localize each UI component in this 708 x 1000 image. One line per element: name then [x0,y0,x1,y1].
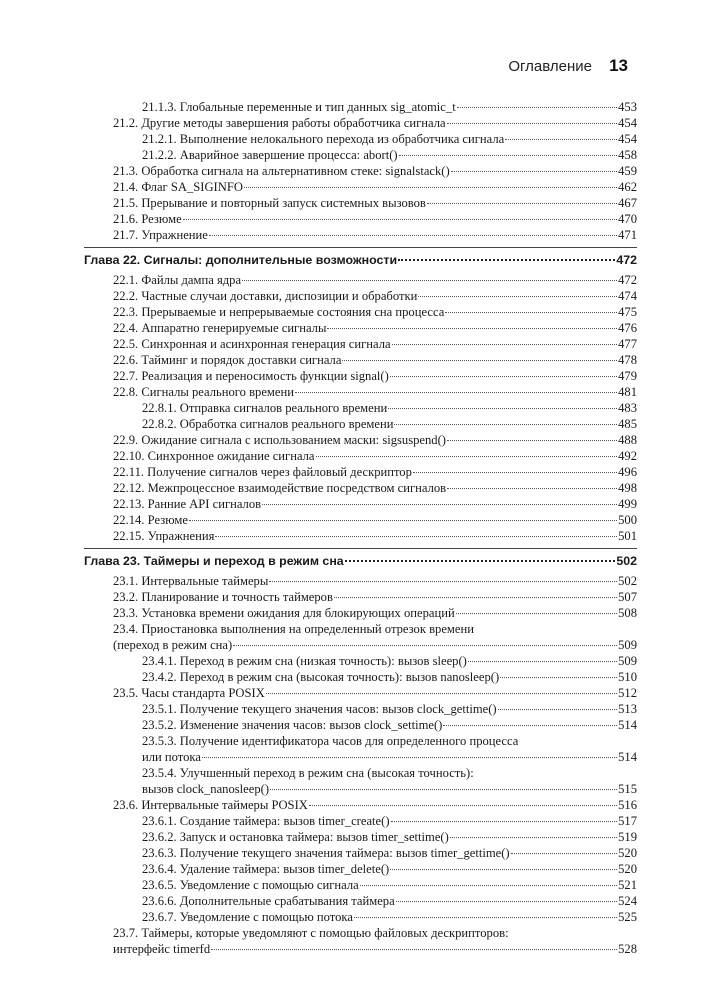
dot-leader [334,597,617,598]
toc-entry-label: 22.1. Файлы дампа ядра [113,273,242,287]
toc-entry[interactable] [84,749,637,765]
dot-leader [327,328,617,329]
toc-page-number: 478 [618,353,637,367]
toc-entry-label: 23.4.1. Переход в режим сна (низкая точность): вызов sleep() [142,654,467,668]
toc-entry[interactable] [84,829,637,845]
toc-entry-label: 21.3. Обработка сигнала на альтернативном стеке: signalstack() [113,164,450,178]
toc-page-number: 467 [618,196,637,210]
toc-page-number: 524 [618,894,637,908]
toc-chapter[interactable] [84,252,637,269]
dot-leader [451,171,617,172]
toc-entry-label: 22.9. Ожидание сигнала с использованием маски: sigsuspend() [113,433,446,447]
toc-page-number: 488 [618,433,637,447]
table-of-contents [84,99,637,957]
toc-entry[interactable] [84,227,637,243]
toc-page-number: 485 [618,417,637,431]
dot-leader [183,219,617,220]
toc-page-number: 453 [618,100,637,114]
toc-entry[interactable] [84,941,637,957]
toc-entry-label: интерфейс timerfd [113,942,211,956]
toc-entry[interactable] [84,512,637,528]
toc-entry[interactable] [84,211,637,227]
dot-leader [244,187,617,188]
dot-leader [189,520,617,521]
toc-entry-label: 21.2.2. Аварийное завершение процесса: abort() [142,148,398,162]
dot-leader [270,789,617,790]
toc-entry-label: 22.14. Резюме [113,513,188,527]
toc-entry-label: 23.6. Интервальные таймеры POSIX [113,798,308,812]
toc-chapter[interactable] [84,553,637,570]
toc-entry[interactable] [84,288,637,304]
toc-entry[interactable] [84,352,637,368]
toc-entry-label: Глава 23. Таймеры и переход в режим сна [84,554,344,568]
toc-entry[interactable] [84,717,637,733]
toc-entry-label: 23.6.6. Дополнительные срабатывания таймера [142,894,395,908]
dot-leader [394,424,617,425]
toc-page-number: 516 [618,798,637,812]
toc-entry[interactable] [84,195,637,211]
dot-leader [427,203,617,204]
toc-page-number: 521 [618,878,637,892]
toc-entry-label: 22.12. Межпроцессное взаимодействие посредством сигналов [113,481,447,495]
toc-page-number: 474 [618,289,637,303]
toc-page-number: 471 [618,228,637,242]
toc-entry-label: 21.1.3. Глобальные переменные и тип данных sig_atomic_t [142,100,456,114]
toc-entry[interactable] [84,480,637,496]
dot-leader [500,677,617,678]
toc-entry-label: 23.6.7. Уведомление с помощью потока [142,910,353,924]
toc-entry[interactable] [84,733,637,749]
dot-leader [511,853,618,854]
toc-entry[interactable] [84,589,637,605]
dot-leader [345,560,616,562]
dot-leader [202,757,617,758]
toc-entry-label: 23.5.1. Получение текущего значения часов: вызов clock_gettime() [142,702,497,716]
toc-entry-label: 23.4. Приостановка выполнения на определенный отрезок времени [113,622,474,636]
toc-page-number: 479 [618,369,637,383]
toc-page-number: 512 [618,686,637,700]
toc-entry-label: 22.4. Аппаратно генерируемые сигналы [113,321,327,335]
toc-entry[interactable] [84,861,637,877]
toc-entry-label: 22.5. Синхронная и асинхронная генерация сигнала [113,337,391,351]
toc-entry-label: 22.6. Тайминг и порядок доставки сигнала [113,353,342,367]
toc-entry-label: 22.8. Сигналы реального времени [113,385,294,399]
toc-entry[interactable] [84,131,637,147]
toc-entry-label: 22.13. Ранние API сигналов [113,497,262,511]
toc-entry[interactable] [84,781,637,797]
toc-entry[interactable] [84,845,637,861]
dot-leader [498,709,617,710]
toc-page-number: 472 [616,253,637,267]
toc-entry[interactable] [84,653,637,669]
toc-entry[interactable] [84,432,637,448]
toc-page-number: 477 [618,337,637,351]
toc-page-number: 454 [618,132,637,146]
toc-entry[interactable] [84,336,637,352]
toc-entry-label: 21.5. Прерывание и повторный запуск системных вызовов [113,196,426,210]
toc-entry[interactable] [84,765,637,781]
toc-entry-label: 22.2. Частные случаи доставки, диспозиции и обработки [113,289,418,303]
toc-entry-label: 22.7. Реализация и переносимость функции signal() [113,369,389,383]
dot-leader [360,885,617,886]
toc-entry[interactable] [84,416,637,432]
running-header [0,56,708,80]
toc-page-number: 499 [618,497,637,511]
dot-leader [269,581,617,582]
chapter-separator [84,247,637,248]
dot-leader [390,376,617,377]
toc-entry[interactable] [84,304,637,320]
toc-entry-label: или потока [142,750,201,764]
toc-entry-label: 22.15. Упражнения [113,529,215,543]
dot-leader [388,408,617,409]
dot-leader [456,613,617,614]
toc-page-number: 514 [618,718,637,732]
toc-entry[interactable] [84,605,637,621]
toc-page-number: 510 [618,670,637,684]
toc-entry-label: 22.10. Синхронное ожидание сигнала [113,449,315,463]
toc-page-number: 520 [618,862,637,876]
toc-page-number: 501 [618,529,637,543]
toc-page-number: 519 [618,830,637,844]
toc-entry[interactable] [84,909,637,925]
toc-entry[interactable] [84,179,637,195]
toc-page-number: 472 [618,273,637,287]
toc-entry[interactable] [84,99,637,115]
toc-entry[interactable] [84,669,637,685]
dot-leader [468,661,617,662]
toc-page-number: 509 [618,654,637,668]
toc-entry-label: 23.3. Установка времени ожидания для блокирующих операций [113,606,455,620]
dot-leader [316,456,618,457]
header-title: Оглавление [508,58,592,75]
toc-entry-label: 23.6.2. Запуск и остановка таймера: вызов timer_settime() [142,830,449,844]
toc-entry[interactable] [84,320,637,336]
toc-entry-label: 23.6.1. Создание таймера: вызов timer_create() [142,814,390,828]
toc-entry-label: 21.2.1. Выполнение нелокального перехода из обработчика сигнала [142,132,505,146]
toc-page-number: 507 [618,590,637,604]
toc-page-number: 470 [618,212,637,226]
dot-leader [396,901,617,902]
toc-entry[interactable] [84,163,637,179]
toc-entry-label: 21.7. Упражнение [113,228,208,242]
dot-leader [354,917,617,918]
toc-entry[interactable] [84,797,637,813]
toc-page-number: 502 [618,574,637,588]
toc-entry[interactable] [84,621,637,637]
toc-entry-label: 22.3. Прерываемые и непрерываемые состояния сна процесса [113,305,445,319]
toc-page-number: 462 [618,180,637,194]
toc-page-number: 496 [618,465,637,479]
toc-page-number: 509 [618,638,637,652]
toc-page-number: 515 [618,782,637,796]
dot-leader [443,725,617,726]
dot-leader [392,344,618,345]
toc-entry[interactable] [84,877,637,893]
toc-page-number: 502 [616,554,637,568]
dot-leader [505,139,617,140]
toc-entry[interactable] [84,368,637,384]
toc-page-number: 508 [618,606,637,620]
toc-entry[interactable] [84,573,637,589]
dot-leader [398,259,615,261]
toc-entry-label: 23.5.3. Получение идентификатора часов для определенного процесса [142,734,519,748]
dot-leader [457,107,617,108]
toc-entry[interactable] [84,685,637,701]
toc-entry-label: 23.1. Интервальные таймеры [113,574,269,588]
dot-leader [413,472,617,473]
toc-entry[interactable] [84,448,637,464]
toc-entry-label: 22.11. Получение сигналов через файловый дескриптор [113,465,412,479]
toc-entry[interactable] [84,384,637,400]
toc-page-number: 454 [618,116,637,130]
dot-leader [445,312,617,313]
chapter-separator [84,548,637,549]
dot-leader [242,280,617,281]
toc-page-number: 498 [618,481,637,495]
dot-leader [266,693,617,694]
dot-leader [391,821,618,822]
toc-entry-label: 21.6. Резюме [113,212,182,226]
dot-leader [450,837,617,838]
dot-leader [209,235,617,236]
toc-entry-label: Глава 22. Сигналы: дополнительные возможности [84,253,398,267]
toc-entry[interactable] [84,272,637,288]
dot-leader [262,504,617,505]
toc-page-number: 458 [618,148,637,162]
toc-entry-label: (переход в режим сна) [113,638,233,652]
toc-page-number: 517 [618,814,637,828]
toc-entry[interactable] [84,400,637,416]
toc-entry[interactable] [84,701,637,717]
dot-leader [309,805,617,806]
dot-leader [447,488,617,489]
toc-entry[interactable] [84,464,637,480]
toc-page-number: 528 [618,942,637,956]
toc-entry-label: 23.5.2. Изменение значения часов: вызов clock_settime() [142,718,443,732]
dot-leader [233,645,617,646]
page-number: 13 [609,56,628,75]
toc-page-number: 520 [618,846,637,860]
toc-entry[interactable] [84,115,637,131]
toc-entry-label: 22.8.1. Отправка сигналов реального времени [142,401,388,415]
toc-entry[interactable] [84,528,637,544]
toc-page-number: 513 [618,702,637,716]
toc-entry-label: 23.7. Таймеры, которые уведомляют с помощью файловых дескрипторов: [113,926,509,940]
dot-leader [399,155,618,156]
toc-page-number: 476 [618,321,637,335]
toc-entry-label: 23.6.4. Удаление таймера: вызов timer_delete() [142,862,390,876]
toc-entry-label: 21.4. Флаг SA_SIGINFO [113,180,243,194]
dot-leader [211,949,617,950]
toc-page-number: 483 [618,401,637,415]
toc-entry[interactable] [84,637,637,653]
dot-leader [447,440,617,441]
toc-page-number: 492 [618,449,637,463]
toc-entry[interactable] [84,925,637,941]
toc-entry[interactable] [84,893,637,909]
dot-leader [390,869,617,870]
toc-entry-label: 23.2. Планирование и точность таймеров [113,590,333,604]
toc-page-number: 481 [618,385,637,399]
toc-page-number: 459 [618,164,637,178]
toc-page-number: 525 [618,910,637,924]
toc-page-number: 475 [618,305,637,319]
dot-leader [447,123,618,124]
toc-entry-label: 23.4.2. Переход в режим сна (высокая точность): вызов nanosleep() [142,670,500,684]
toc-page-number: 500 [618,513,637,527]
toc-entry-label: 23.5.4. Улучшенный переход в режим сна (высокая точность): [142,766,474,780]
toc-entry-label: 21.2. Другие методы завершения работы обработчика сигнала [113,116,446,130]
toc-entry-label: 23.6.3. Получение текущего значения таймера: вызов timer_gettime() [142,846,510,860]
dot-leader [215,536,617,537]
toc-entry-label: вызов clock_nanosleep() [142,782,270,796]
toc-entry-label: 22.8.2. Обработка сигналов реального времени [142,417,394,431]
dot-leader [342,360,617,361]
dot-leader [418,296,617,297]
toc-entry[interactable] [84,813,637,829]
toc-entry[interactable] [84,147,637,163]
toc-entry-label: 23.6.5. Уведомление с помощью сигнала [142,878,359,892]
toc-page-number: 514 [618,750,637,764]
toc-entry[interactable] [84,496,637,512]
dot-leader [295,392,617,393]
toc-entry-label: 23.5. Часы стандарта POSIX [113,686,265,700]
